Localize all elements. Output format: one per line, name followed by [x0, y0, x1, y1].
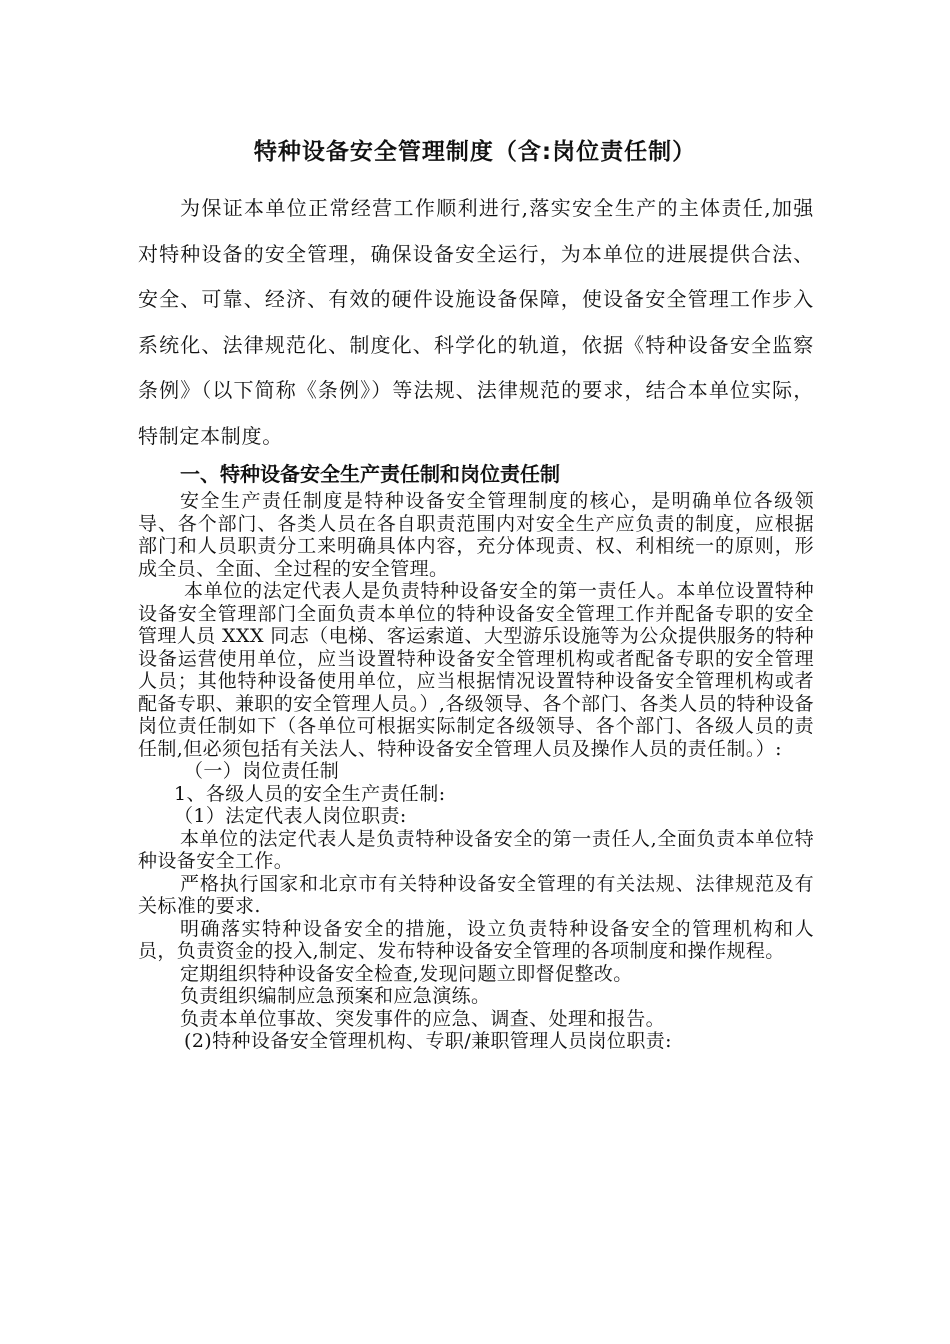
paragraph-accident-handling: 负责本单位事故、突发事件的应急、调查、处理和报告。: [180, 1007, 666, 1030]
paragraph-responsibility-system: 安全生产责任制度是特种设备安全管理制度的核心，是明确单位各级领导、各个部门、各类人员在各自职责范围内对安全生产应负责的制度，应根据部门和人员职责分工来明确具体内容，充分体现责、权、利相统一的原则，形成全员、全面、全过程的安全管理。: [138, 490, 814, 580]
paragraph-first-responsible: 本单位的法定代表人是负责特种设备安全的第一责任人,全面负责本单位特种设备安全工作。: [138, 827, 814, 872]
subheading-legal-representative-duties: （1）法定代表人岗位职责:: [174, 805, 407, 827]
paragraph-inspection: 定期组织特种设备安全检查,发现问题立即督促整改。: [180, 962, 633, 985]
section-heading: 一、特种设备安全生产责任制和岗位责任制: [180, 462, 560, 486]
paragraph-measures: 明确落实特种设备安全的措施，设立负责特种设备安全的管理机构和人员，负责资金的投入,制定、发布特种设备安全管理的各项制度和操作规程。: [138, 917, 814, 962]
paragraph-legal-representative-intro: 本单位的法定代表人是负责特种设备安全的第一责任人。本单位设置特种设备安全管理部门全面负责本单位的特种设备安全管理工作并配备专职的安全管理人员 XXX 同志（电梯、客运索道、大型游乐设施等为公众提供服务的特种设备运营使用单位，应当设置特种设备安全管理机构或者配备专职的安全管理人员；其他特种设备使用单位，应当根据情况设置特种设备安全管理机构或者配备专职、兼职的安全管理人员。）,各级领导、各个部门、各类人员的特种设备岗位责任制如下（各单位可根据实际制定各级领导、各个部门、各级人员的责任制,但必须包括有关法人、特种设备安全管理人员及操作人员的责任制。）:: [138, 580, 814, 760]
document-title: 特种设备安全管理制度（含:岗位责任制）: [253, 139, 697, 165]
subheading-management-duties: (2)特种设备安全管理机构、专职/兼职管理人员岗位职责:: [184, 1030, 672, 1052]
section-body: [138, 490, 814, 1053]
paragraph-emergency-plan: 负责组织编制应急预案和应急演练。: [180, 985, 491, 1007]
subheading-post-responsibility: （一）岗位责任制: [184, 760, 340, 782]
paragraph-regulations: 严格执行国家和北京市有关特种设备安全管理的有关法规、法律规范及有关标准的要求.: [138, 872, 814, 917]
subheading-staff-responsibility: 1、各级人员的安全生产责任制:: [174, 782, 446, 805]
intro-paragraph: 为保证本单位正常经营工作顺利进行,落实安全生产的主体责任,加强对特种设备的安全管理，确保设备安全运行，为本单位的进展提供合法、安全、可靠、经济、有效的硬件设施设备保障，使设备安全管理工作步入系统化、法律规范化、制度化、科学化的轨道，依据《特种设备安全监察条例》（以下简称《条例》）等法规、法律规范的要求，结合本单位实际，特制定本制度。: [138, 196, 814, 448]
